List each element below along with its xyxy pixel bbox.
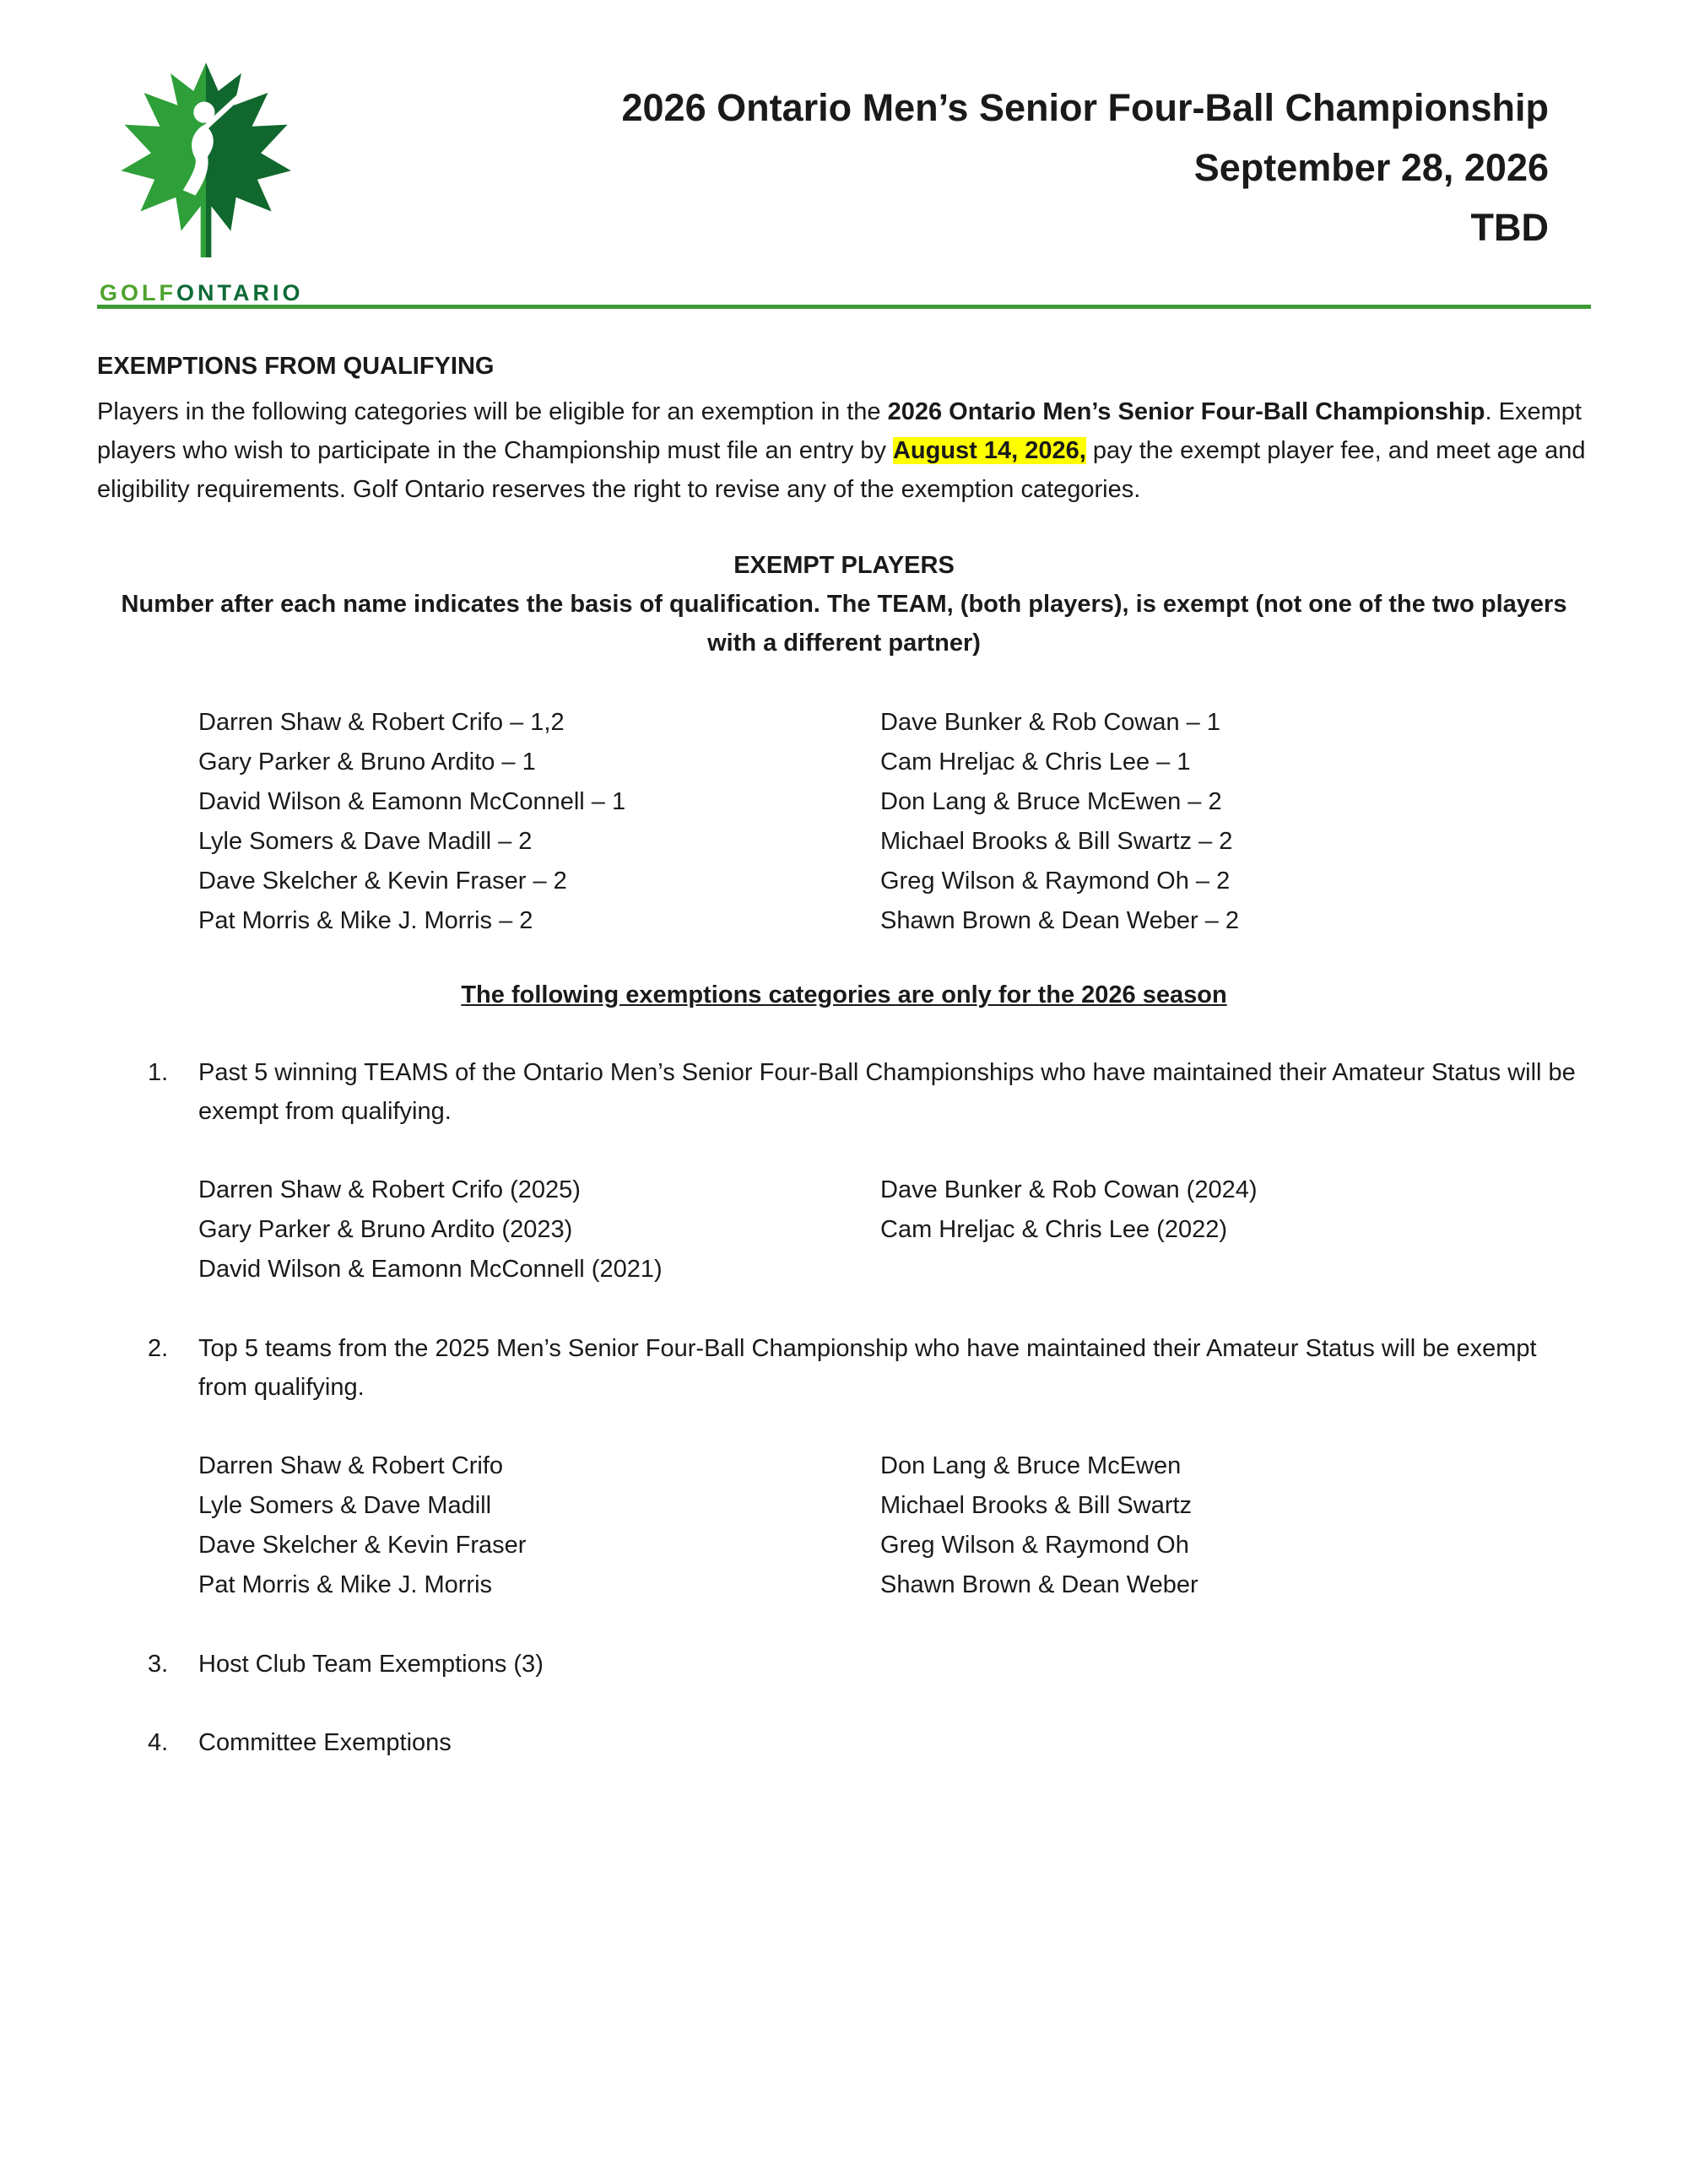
season-exemptions-heading: The following exemptions categories are only for the 2026 season <box>461 981 1227 1008</box>
exempt-teams-list <box>198 703 1591 941</box>
top-teams-left-column <box>198 1446 880 1605</box>
exemption-category-2 <box>148 1329 1591 1605</box>
item-body <box>198 1053 1591 1289</box>
team-item: Cam Hreljac & Chris Lee – 1 <box>880 749 1191 776</box>
item-body <box>198 1645 1591 1684</box>
past-winners-right-column <box>880 1170 1591 1289</box>
item-number: 1. <box>148 1059 169 1086</box>
item-text: Committee Exemptions <box>198 1729 452 1756</box>
exempt-teams-right-column <box>880 703 1591 941</box>
item-number: 3. <box>148 1651 169 1678</box>
golf-ontario-logo <box>100 56 336 306</box>
team-item: Dave Bunker & Rob Cowan – 1 <box>880 709 1220 736</box>
exemptions-heading: EXEMPTIONS FROM QUALIFYING <box>97 353 495 380</box>
intro-text: Players in the following categories will be eligible for an exemption in the <box>97 398 888 425</box>
team-item: Don Lang & Bruce McEwen – 2 <box>880 788 1222 815</box>
past-winners-left-column <box>198 1170 880 1289</box>
item-number: 2. <box>148 1335 169 1362</box>
team-item: Cam Hreljac & Chris Lee (2022) <box>880 1216 1227 1243</box>
exempt-teams-left-column <box>198 703 880 941</box>
past-winners-list <box>198 1170 1591 1289</box>
intro-text: . Exempt players who wish to participate in the Championship must file an entry by <box>97 398 1582 464</box>
team-item: Lyle Somers & Dave Madill – 2 <box>198 828 533 855</box>
team-item: Greg Wilson & Raymond Oh <box>880 1532 1189 1559</box>
page-title: 2026 Ontario Men’s Senior Four-Ball Championship <box>621 86 1549 129</box>
team-item: Pat Morris & Mike J. Morris <box>198 1571 493 1598</box>
intro-paragraph <box>97 392 1591 509</box>
team-item: Lyle Somers & Dave Madill <box>198 1492 492 1519</box>
team-item: Greg Wilson & Raymond Oh – 2 <box>880 868 1231 895</box>
item-body <box>198 1723 1591 1762</box>
logo-text-golf: GOLF <box>100 280 176 305</box>
team-item: Don Lang & Bruce McEwen <box>880 1452 1182 1479</box>
intro-bold-championship: 2026 Ontario Men’s Senior Four-Ball Championship <box>887 398 1485 425</box>
team-item: Gary Parker & Bruno Ardito – 1 <box>198 749 536 776</box>
event-venue: TBD <box>1470 206 1549 249</box>
exemption-category-4 <box>148 1723 1591 1762</box>
event-date: September 28, 2026 <box>1193 146 1549 189</box>
logo-text-ontario: ONTARIO <box>176 280 304 305</box>
entry-deadline-highlight: August 14, 2026, <box>892 437 1086 464</box>
team-item: Michael Brooks & Bill Swartz <box>880 1492 1193 1519</box>
team-item: Darren Shaw & Robert Crifo – 1,2 <box>198 709 565 736</box>
intro-text: pay the exempt player fee, and meet age and eligibility requirements. Golf Ontario reserves the right to revise any of the exemption categories. <box>97 437 1586 503</box>
team-item: Michael Brooks & Bill Swartz – 2 <box>880 828 1233 855</box>
item-text: Past 5 winning TEAMS of the Ontario Men’s Senior Four-Ball Championships who have maintained their Amateur Status will be exempt from qualifying. <box>198 1059 1576 1125</box>
team-item: Shawn Brown & Dean Weber – 2 <box>880 907 1240 934</box>
item-text: Top 5 teams from the 2025 Men’s Senior Four-Ball Championship who have maintained their Amateur Status will be exempt from qualifying. <box>198 1335 1537 1401</box>
exemption-category-3 <box>148 1645 1591 1684</box>
document-header <box>97 0 1591 305</box>
exemption-category-1 <box>148 1053 1591 1289</box>
item-text: Host Club Team Exemptions (3) <box>198 1651 544 1678</box>
item-number: 4. <box>148 1729 169 1756</box>
maple-leaf-golfer-icon <box>100 56 312 275</box>
team-item: Shawn Brown & Dean Weber <box>880 1571 1198 1598</box>
exempt-players-note: Number after each name indicates the basis of qualification. The TEAM, (both players), is exempt (not one of the two players with a different partner) <box>121 591 1567 657</box>
team-item: Darren Shaw & Robert Crifo <box>198 1452 504 1479</box>
team-item: Dave Skelcher & Kevin Fraser – 2 <box>198 868 567 895</box>
team-item: David Wilson & Eamonn McConnell (2021) <box>198 1256 663 1283</box>
top-teams-list <box>198 1446 1591 1605</box>
item-body <box>198 1329 1591 1605</box>
team-item: Pat Morris & Mike J. Morris – 2 <box>198 907 533 934</box>
exempt-players-heading: EXEMPT PLAYERS <box>733 552 955 579</box>
team-item: David Wilson & Eamonn McConnell – 1 <box>198 788 626 815</box>
logo-wordmark <box>100 280 336 306</box>
team-item: Dave Skelcher & Kevin Fraser <box>198 1532 527 1559</box>
team-item: Dave Bunker & Rob Cowan (2024) <box>880 1176 1258 1203</box>
top-teams-right-column <box>880 1446 1591 1605</box>
team-item: Darren Shaw & Robert Crifo (2025) <box>198 1176 581 1203</box>
team-item: Gary Parker & Bruno Ardito (2023) <box>198 1216 573 1243</box>
